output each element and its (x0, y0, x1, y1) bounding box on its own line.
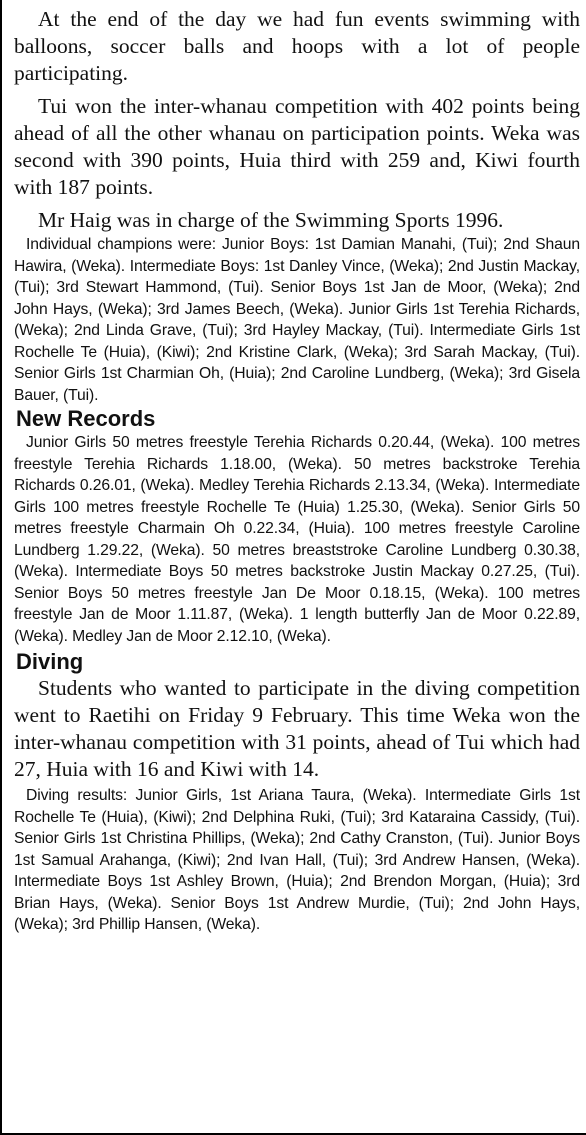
heading-diving: Diving (16, 649, 84, 674)
column-rule-left (0, 0, 2, 1135)
diving-results-list: Diving results: Junior Girls, 1st Ariana Taura, (Weka). Intermediate Girls 1st Rochelle Te (Huia), (Kiwi); 2nd Delphina Ruki, (Tui); 3rd Kataraina Cassidy, (Tui). Senior Girls 1st Christina Phillips, (Weka); 2nd Cathy Cranston, (Tui). Junior Boys 1st Samual Arahanga, (Kiwi); 2nd Ivan Hall, (Tui); 3rd Andrew Hansen, (Weka). Intermediate Boys 1st Ashley Brown, (Huia); 2nd Brendon Morgan, (Huia); 3rd Brian Hays, (Weka). Senior Boys 1st Andrew Murdie, (Tui); 2nd John Hays, (Weka); 3rd Phillip Hansen, (Weka). (14, 787, 580, 933)
paragraph-mr-haig: Mr Haig was in charge of the Swimming Sports 1996. (38, 208, 504, 232)
article-column (14, 6, 580, 936)
paragraph-fun-events: At the end of the day we had fun events swimming with balloons, soccer balls and hoops with a lot of people participating. (14, 7, 580, 85)
heading-new-records: New Records (16, 406, 156, 431)
champions-list: Individual champions were: Junior Boys: 1st Damian Manahi, (Tui); 2nd Shaun Hawira, (Weka). Intermediate Boys: 1st Danley Vince, (Weka); 2nd Justin Mackay, (Tui); 3rd Stewart Hammond, (Tui). Senior Boys 1st Jan de Moor, (Weka); 2nd John Hays, (Weka); 3rd James Beech, (Weka). Junior Girls 1st Terehia Richards, (Weka); 2nd Linda Grave, (Tui); 3rd Hayley Mackay, (Tui). Intermediate Girls 1st Rochelle Te (Huia), (Kiwi); 2nd Kristine Clark, (Weka); 3rd Sarah Mackay, (Tui). Senior Girls 1st Charmian Oh, (Huia); 2nd Caroline Lundberg, (Weka); 3rd Gisela Bauer, (Tui). (14, 236, 580, 404)
paragraph-inter-whanau: Tui won the inter-whanau competition with 402 points being ahead of all the other whanau on participation points. Weka was second with 390 points, Huia third with 259 and, Kiwi fourth with 187 points. (14, 94, 580, 199)
paragraph-diving: Students who wanted to participate in the diving competition went to Raetihi on Friday 9 February. This time Weka won the inter-whanau competition with 31 points, ahead of Tui which had 27, Huia with 16 and Kiwi with 14. (14, 676, 580, 781)
records-list: Junior Girls 50 metres freestyle Terehia Richards 0.20.44, (Weka). 100 metres freestyle Terehia Richards 1.18.00, (Weka). 50 metres backstroke Terehia Richards 0.26.01, (Weka). Medley Terehia Richards 2.13.34, (Weka). Intermediate Girls 100 metres freestyle Rochelle Te (Huia) 1.25.30, (Weka). Senior Girls 50 metres freestyle Charmain Oh 0.22.34, (Huia). 100 metres freestyle Caroline Lundberg 1.29.22, (Weka). 50 metres breaststroke Caroline Lundberg 0.30.38, (Weka). Intermediate Boys 50 metres backstroke Justin Mackay 0.27.25, (Tui). Senior Boys 50 metres freestyle Jan De Moor 0.18.15, (Weka). 100 metres freestyle Jan de Moor 1.11.87, (Weka). 1 length butterfly Jan de Moor 0.22.89, (Weka). Medley Jan de Moor 2.12.10, (Weka). (14, 434, 580, 645)
